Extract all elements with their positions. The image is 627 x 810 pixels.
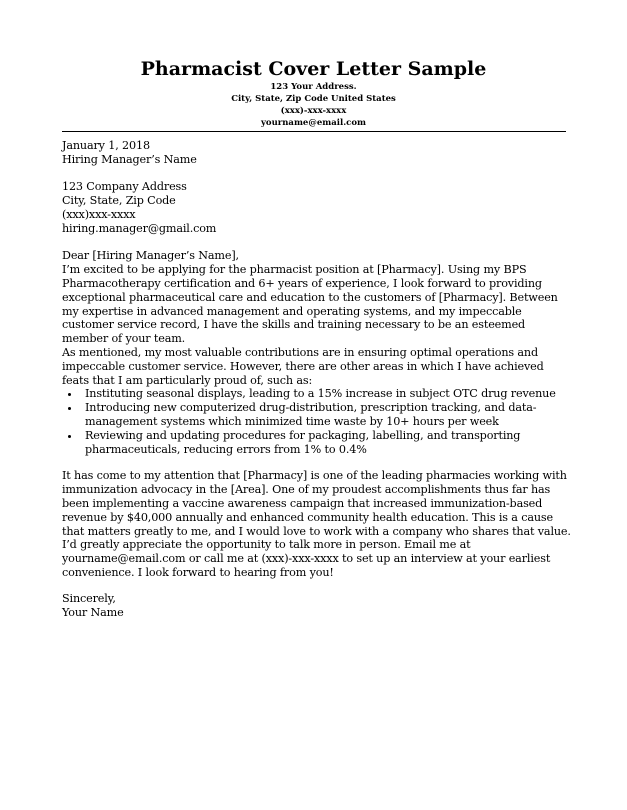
sender-phone: (xxx)-xxx-xxxx xyxy=(280,106,347,116)
spacer xyxy=(62,580,572,592)
recipient-name: Hiring Manager’s Name xyxy=(62,152,197,166)
header-divider xyxy=(62,131,566,132)
letter-header xyxy=(0,0,627,129)
paragraph-intro: I’m excited to be applying for the pharmacist position at [Pharmacy]. Using my BPS Pharmacotherapy certification and 6+ years of experience, I look forward to providing exceptional pharmaceutical care and education to the customers of [Pharmacy]. Between my expertise in advanced management and operating systems, and my impeccable customer service record, I have the skills and training necessary to be an esteemed member of your team. xyxy=(62,263,558,346)
salutation: Dear [Hiring Manager’s Name], xyxy=(62,249,239,263)
achievements-list xyxy=(62,387,572,456)
document-title: Pharmacist Cover Letter Sample xyxy=(140,58,487,80)
paragraph-closing: I’d greatly appreciate the opportunity to talk more in person. Email me at yourname@email.com or call me at (xxx)-xxx-xxxx to set up an interview at your earliest convenience. I look forward to hearing from you! xyxy=(62,538,551,579)
recipient-email: hiring.manager@gmail.com xyxy=(62,221,217,235)
recipient-city: City, State, Zip Code xyxy=(62,194,176,208)
letter-date: January 1, 2018 xyxy=(62,139,150,152)
sender-city: City, State, Zip Code United States xyxy=(231,94,396,104)
sender-address: 123 Your Address. xyxy=(270,82,357,92)
recipient-address: 123 Company Address xyxy=(62,180,187,194)
spacer xyxy=(62,167,572,181)
list-item: • Reviewing and updating procedures for packaging, labelling, and transporting pharmaceuticals, reducing errors from 1% to 0.4% xyxy=(81,429,572,457)
paragraph-immunization: It has come to my attention that [Pharmacy] is one of the leading pharmacies working with immunization advocacy in the [Area]. One of my proudest accomplishments thus far has been implementing a vaccine awareness campaign that increased immunization-based revenue by $40,000 annually and enhanced community health education. This is a cause that matters greatly to me, and I would love to work with a company who shares that value. xyxy=(62,469,571,538)
signature-name: Your Name xyxy=(62,605,124,619)
spacer xyxy=(62,236,572,250)
paragraph-contributions: As mentioned, my most valuable contributions are in ensuring optimal operations and impeccable customer service. However, there are other areas in which I have achieved feats that I am particularly proud of, such as: xyxy=(62,345,544,387)
list-item: • Introducing new computerized drug-distribution, prescription tracking, and data-management systems which minimized time waste by 10+ hours per week xyxy=(81,401,572,429)
letter-body xyxy=(62,139,572,619)
sender-email: yourname@email.com xyxy=(260,118,367,128)
list-item: • Instituting seasonal displays, leading to a 15% increase in subject OTC drug revenue xyxy=(81,387,572,401)
recipient-phone: (xxx)xxx-xxxx xyxy=(62,207,136,221)
closing-line: Sincerely, xyxy=(62,591,116,605)
